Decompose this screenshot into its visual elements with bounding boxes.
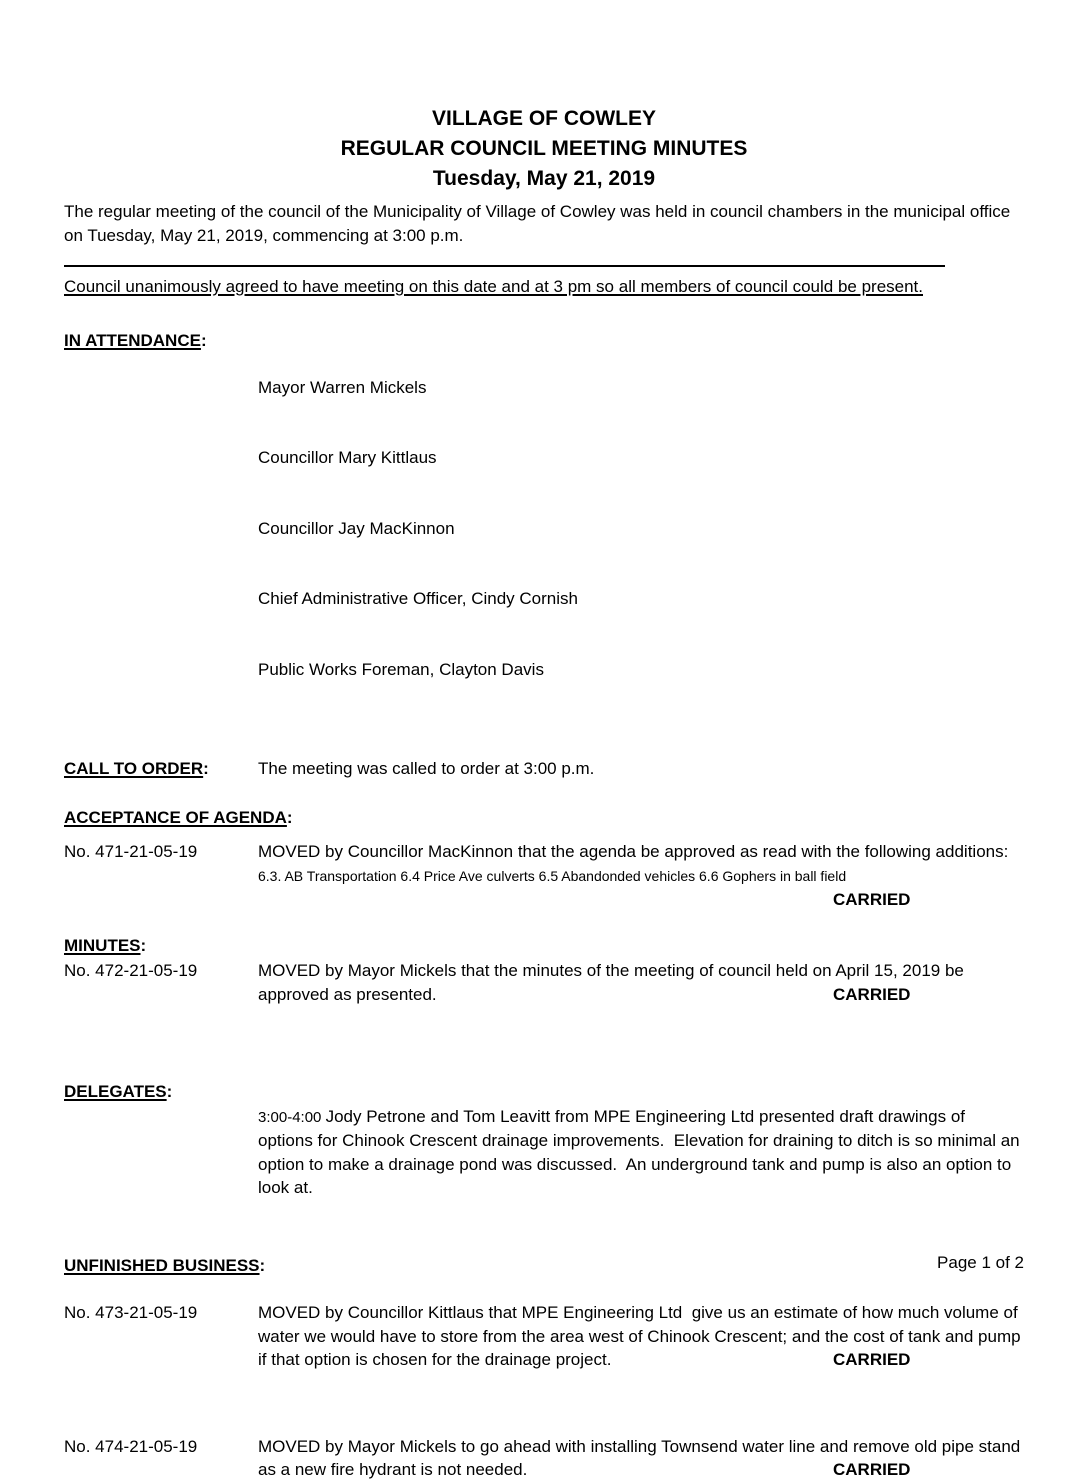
agenda-heading-text: ACCEPTANCE OF AGENDA <box>64 807 287 827</box>
motion-number-471: No. 471-21-05-19 <box>64 842 198 861</box>
attendance-member: Councillor Jay MacKinnon <box>258 518 455 538</box>
motion-row-472 <box>64 959 1024 1006</box>
delegates-paragraph <box>64 1105 1024 1200</box>
delegates-time: 3:00-4:00 <box>258 1108 326 1126</box>
motion-number-472: No. 472-21-05-19 <box>64 961 198 980</box>
motion-row-471 <box>64 840 1024 912</box>
page-number: Page 1 of 2 <box>937 1253 1024 1272</box>
delegates-text-block <box>258 1105 1024 1200</box>
unfinished-heading-colon: : <box>259 1255 266 1275</box>
motion-body-472 <box>258 959 1024 1006</box>
motion-body-471 <box>258 840 1024 912</box>
attendance-label-colon: : <box>200 330 207 350</box>
meeting-note: Council unanimously agreed to have meeting on this date and at 3 pm so all members of council could be present. <box>64 277 923 296</box>
call-to-order-text: The meeting was called to order at 3:00 p.m. <box>258 759 595 778</box>
motion-result-474: CARRIED <box>833 1460 911 1479</box>
call-to-order-label <box>64 757 258 781</box>
document-title-line2: REGULAR COUNCIL MEETING MINUTES <box>340 137 748 160</box>
horizontal-rule <box>64 265 945 267</box>
call-to-order-label-text: CALL TO ORDER <box>64 759 204 778</box>
call-to-order-label-colon: : <box>203 759 209 778</box>
motion-result-472: CARRIED <box>833 984 911 1004</box>
attendance-label <box>64 329 258 353</box>
motion-text-474: MOVED by Mayor Mickels to go ahead with installing Townsend water line and remove old pipe stand as a new fire hydrant is not needed. <box>258 1436 1025 1479</box>
motion-row-473 <box>64 1301 1024 1372</box>
attendance-list <box>258 329 1024 729</box>
document-title-block <box>64 104 1024 194</box>
motion-body-473 <box>258 1301 1024 1372</box>
motion-row-474 <box>64 1435 1024 1482</box>
attendance-member: Councillor Mary Kittlaus <box>258 448 437 467</box>
attendance-label-text: IN ATTENDANCE <box>64 330 201 350</box>
document-title-line1: VILLAGE OF COWLEY <box>432 107 656 130</box>
motion-number-473: No. 473-21-05-19 <box>64 1303 198 1322</box>
delegates-text: Jody Petrone and Tom Leavitt from MPE Engineering Ltd presented draft drawings of options for Chinook Crescent drainage improvements. Elevation for draining to ditch is so minimal an option to make a drainage pond was discussed. An underground tank and pump is also an option to look at. <box>258 1106 1025 1197</box>
motion-body-474 <box>258 1435 1024 1482</box>
motion-result-471: CARRIED <box>833 890 911 909</box>
attendance-section <box>64 329 1024 729</box>
document-title-line3: Tuesday, May 21, 2019 <box>432 167 656 190</box>
minutes-heading-text: MINUTES <box>64 935 141 955</box>
delegates-heading-text: DELEGATES <box>64 1082 167 1101</box>
motion-additions-471: 6.3. AB Transportation 6.4 Price Ave culverts 6.5 Abandonded vehicles 6.6 Gophers in ball field <box>258 867 847 884</box>
minutes-section-heading <box>64 934 1024 958</box>
unfinished-section-heading <box>64 1254 1024 1278</box>
attendance-member: Mayor Warren Mickels <box>258 377 427 397</box>
unfinished-heading-text: UNFINISHED BUSINESS <box>64 1255 260 1275</box>
motion-text-471: MOVED by Councillor MacKinnon that the agenda be approved as read with the following additions: <box>258 842 1014 861</box>
motion-number-474: No. 474-21-05-19 <box>64 1436 198 1456</box>
attendance-member: Chief Administrative Officer, Cindy Cornish <box>258 589 578 608</box>
attendance-member: Public Works Foreman, Clayton Davis <box>258 659 544 679</box>
intro-paragraph: The regular meeting of the council of the Municipality of Village of Cowley was held in council chambers in the municipal office on Tuesday, May 21, 2019, commencing at 3:00 p.m. <box>64 202 1015 245</box>
motion-result-473: CARRIED <box>833 1350 911 1369</box>
agenda-section-heading <box>64 806 1024 830</box>
delegates-section-heading <box>64 1080 1024 1104</box>
call-to-order-section <box>64 757 1024 781</box>
minutes-heading-colon: : <box>140 935 147 955</box>
motion-text-472: MOVED by Mayor Mickels that the minutes of the meeting of council held on April 15, 2019 be approved as presented. <box>258 961 969 1004</box>
motion-text-473: MOVED by Councillor Kittlaus that MPE Engineering Ltd give us an estimate of how much volume of water we would have to store from the area west of Chinook Crescent; and the cost of tank and pump if that option is chosen for the drainage project. <box>258 1303 1026 1369</box>
delegates-heading-colon: : <box>166 1082 173 1101</box>
agenda-heading-colon: : <box>286 807 293 827</box>
